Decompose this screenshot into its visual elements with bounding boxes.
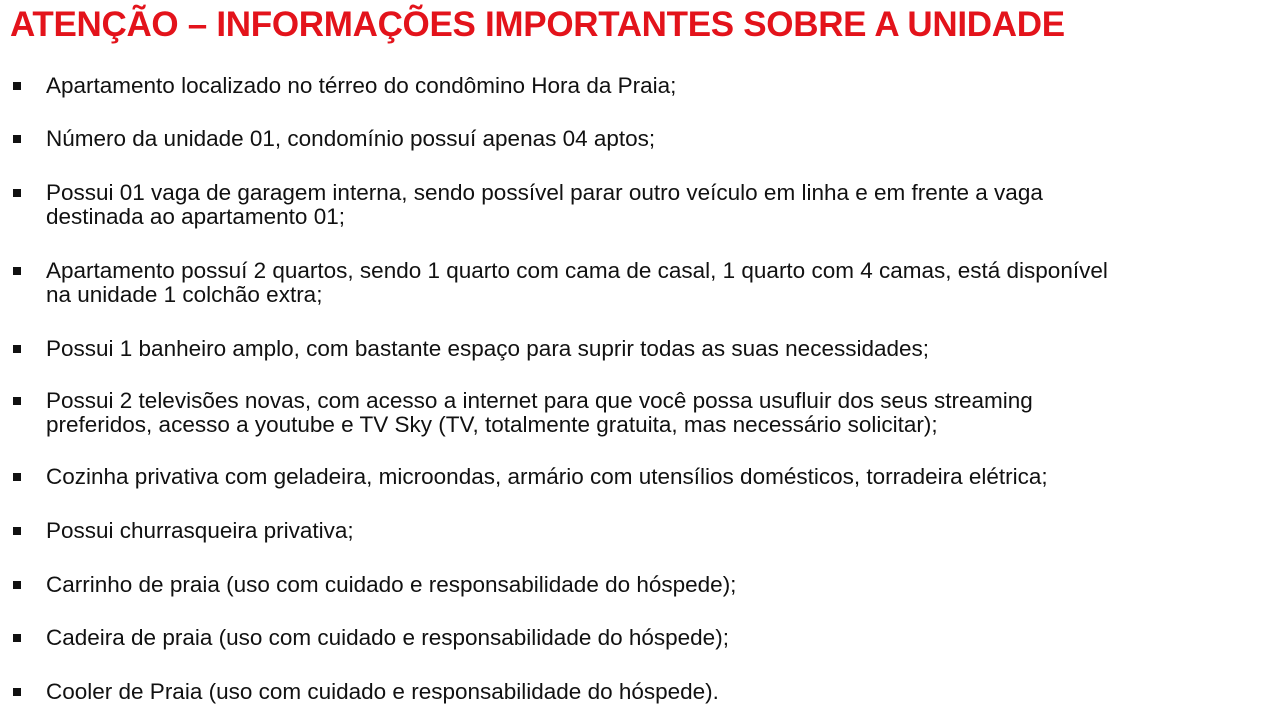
square-bullet-icon bbox=[13, 345, 21, 353]
square-bullet-icon bbox=[13, 527, 21, 535]
bullet-item bbox=[0, 337, 959, 361]
bullet-text-line: Apartamento localizado no térreo do condômino Hora da Praia; bbox=[46, 73, 677, 98]
bullet-item bbox=[0, 465, 1078, 489]
bullet-text-line: Possui 01 vaga de garagem interna, sendo possível parar outro veículo em linha e em frente a vaga bbox=[46, 180, 1043, 205]
bullet-text-line: na unidade 1 colchão extra; bbox=[46, 282, 323, 307]
bullet-item bbox=[0, 573, 766, 597]
bullet-item bbox=[0, 259, 1138, 307]
bullet-item bbox=[0, 626, 759, 650]
bullet-text-line: Cozinha privativa com geladeira, microondas, armário com utensílios domésticos, torradeira elétrica; bbox=[46, 464, 1048, 489]
bullet-text-line: Possui 1 banheiro amplo, com bastante espaço para suprir todas as suas necessidades; bbox=[46, 336, 930, 361]
bullet-item bbox=[0, 680, 749, 704]
bullet-text-line: Possui 2 televisões novas, com acesso a internet para que você possa usufluir dos seus streaming bbox=[46, 388, 1033, 413]
page-title: ATENÇÃO – INFORMAÇÕES IMPORTANTES SOBRE A UNIDADE bbox=[10, 5, 1065, 44]
bullet-text-line: Carrinho de praia (uso com cuidado e responsabilidade do hóspede); bbox=[46, 572, 737, 597]
bullet-item bbox=[0, 389, 1063, 437]
square-bullet-icon bbox=[13, 688, 21, 696]
bullet-text-line: Cooler de Praia (uso com cuidado e responsabilidade do hóspede). bbox=[46, 679, 719, 704]
bullet-text-line: Possui churrasqueira privativa; bbox=[46, 518, 354, 543]
bullet-text-line: Número da unidade 01, condomínio possuí apenas 04 aptos; bbox=[46, 126, 656, 151]
square-bullet-icon bbox=[13, 473, 21, 481]
bullet-item bbox=[0, 127, 685, 151]
bullet-item bbox=[0, 74, 706, 98]
bullet-text-line: Cadeira de praia (uso com cuidado e responsabilidade do hóspede); bbox=[46, 625, 729, 650]
square-bullet-icon bbox=[13, 189, 21, 197]
square-bullet-icon bbox=[13, 634, 21, 642]
square-bullet-icon bbox=[13, 135, 21, 143]
square-bullet-icon bbox=[13, 82, 21, 90]
bullet-item bbox=[0, 181, 1073, 229]
bullet-text-line: Apartamento possuí 2 quartos, sendo 1 quarto com cama de casal, 1 quarto com 4 camas, está disponível bbox=[46, 258, 1108, 283]
square-bullet-icon bbox=[13, 397, 21, 405]
bullet-text-line: preferidos, acesso a youtube e TV Sky (TV, totalmente gratuita, mas necessário solicitar); bbox=[46, 412, 938, 437]
square-bullet-icon bbox=[13, 581, 21, 589]
square-bullet-icon bbox=[13, 267, 21, 275]
bullet-text-line: destinada ao apartamento 01; bbox=[46, 204, 345, 229]
bullet-item bbox=[0, 519, 384, 543]
